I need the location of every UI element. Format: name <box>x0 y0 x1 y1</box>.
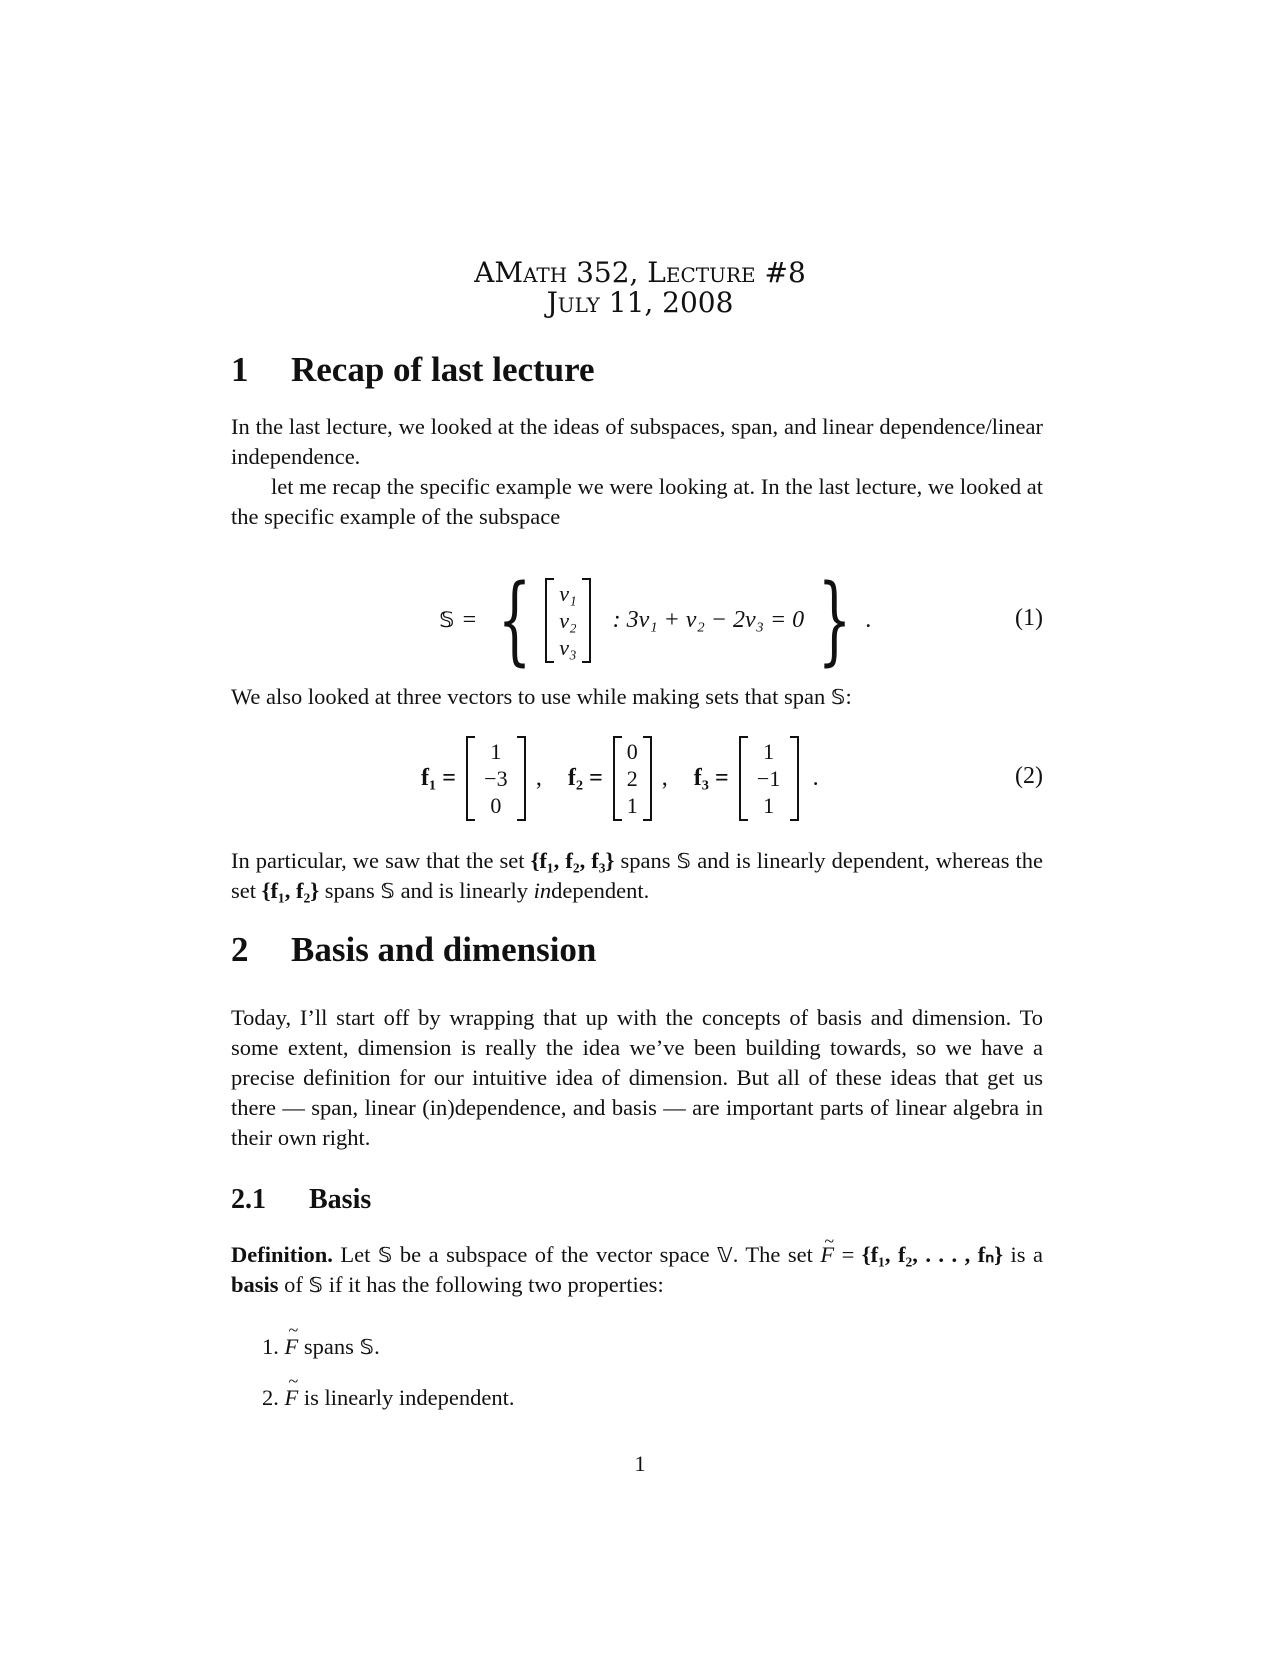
vector-v-entry: v₂ <box>559 607 577 633</box>
paragraph-particular <box>231 846 1043 906</box>
section-number: 1 <box>231 350 249 389</box>
eq1-period: . <box>865 606 872 633</box>
eq1-equals: = <box>462 606 477 633</box>
symbol-V: 𝕍 <box>717 1243 733 1267</box>
eq1-right-brace: } <box>817 564 852 676</box>
subsection-title: Basis <box>309 1184 372 1215</box>
particular-text: spans <box>614 848 677 873</box>
section-2-heading <box>231 930 596 970</box>
definition-text: Let <box>332 1242 378 1267</box>
definition-label: Definition. <box>231 1242 333 1267</box>
vector-f1-entry: 1 <box>490 738 502 764</box>
vector-f3-entry: −1 <box>756 765 781 791</box>
particular-text: and is linearly dependent, whereas the set <box>231 848 1043 903</box>
term-basis: basis <box>231 1272 279 1297</box>
subsection-number: 2.1 <box>231 1184 266 1215</box>
bracket-left <box>466 736 475 821</box>
paragraph-recap-1: In the last lecture, we looked at the ideas of subspaces, span, and linear dependence/linear independence. <box>231 414 1043 469</box>
list-item <box>262 1385 514 1411</box>
symbol-F-tilde: ~ F <box>820 1240 834 1270</box>
eq1-set-S: 𝕊 <box>439 607 455 633</box>
paragraph-basis-dimension: Today, I’ll start off by wrapping that up with the concepts of basis and dimension. To some extent, dimension is really the idea we’ve been building towards, so we have a precise definition for our intuitive idea of dimension. But all of these ideas that get us there — span, linear (in)dependence, and basis — are important parts of linear algebra in their own right. <box>231 1005 1043 1150</box>
page-number: 1 <box>634 1451 646 1476</box>
subsection-2-1-heading <box>231 1184 371 1216</box>
list-item: 1. ~ F spans 𝕊. <box>262 1334 380 1360</box>
vector-f1-entry: 0 <box>490 792 502 818</box>
definition-text: is a <box>1003 1242 1044 1267</box>
vector-f2-entry: 2 <box>626 765 638 791</box>
vector-f1-entry: −3 <box>484 765 508 791</box>
bracket-right <box>790 736 799 821</box>
particular-text: spans <box>319 878 381 903</box>
eq1-left-brace: { <box>497 564 532 676</box>
paragraph-three-vectors-text: We also looked at three vectors to use while making sets that span <box>231 684 831 709</box>
title-date: July 11, 2008 <box>546 286 734 319</box>
particular-text: dependent. <box>551 878 650 903</box>
symbol-S: 𝕊 <box>380 879 395 903</box>
equation-number-2: (2) <box>1015 763 1043 789</box>
bracket-left <box>545 578 554 663</box>
definition-text: if it has the following two properties: <box>323 1272 664 1297</box>
eq1-condition: : 3v₁ + v₂ − 2v₃ = 0 <box>612 606 805 633</box>
symbol-S: 𝕊 <box>830 685 846 709</box>
particular-text: and is linearly <box>394 878 534 903</box>
f2-label: f₂ = <box>567 764 603 791</box>
bracket-right <box>517 736 526 821</box>
definition-text: be a subspace of the vector space <box>392 1242 718 1267</box>
paragraph-recap-2: let me recap the specific example we were looking at. In the last lecture, we looked at the specific example of the subspace <box>231 474 1043 529</box>
bracket-right <box>582 578 591 663</box>
section-title: Recap of last lecture <box>291 350 595 389</box>
section-title: Basis and dimension <box>291 930 597 969</box>
symbol-S: 𝕊 <box>377 1243 393 1267</box>
vector-f2-entry: 1 <box>626 792 638 818</box>
particular-text: In particular, we saw that the set <box>231 848 531 873</box>
vector-v <box>545 578 590 663</box>
symbol-S: 𝕊 <box>308 1273 324 1297</box>
emphasis-in: in <box>533 878 552 903</box>
definition-basis: Definition. Let 𝕊 be a subspace of the vector space 𝕍. The set ~ F = {f₁, f₂, . . . , fₙ} is a basis of 𝕊 if it has the following two properties: <box>231 1240 1043 1300</box>
vector-v-entry: v₃ <box>559 634 577 660</box>
vector-v-entry: v₁ <box>559 580 577 606</box>
lecture-title <box>0 258 1280 318</box>
definition-text: of <box>278 1272 309 1297</box>
title-course: AMath 352, Lecture #8 <box>474 256 806 289</box>
bracket-right <box>643 736 652 821</box>
symbol-F-tilde: ~ F <box>285 1385 299 1411</box>
section-number: 2 <box>231 930 249 969</box>
vector-f1 <box>466 736 526 821</box>
equation-2: f₁ = 1 −3 0 , f₂ = 0 2 1 , f₃ = 1 −1 1 . (2) <box>231 730 1043 826</box>
vector-f3-entry: 1 <box>763 738 775 764</box>
definition-text: . The set <box>732 1242 821 1267</box>
list-marker: 1. <box>262 1334 279 1359</box>
f3-label: f₃ = <box>693 764 729 791</box>
list-item-text: spans <box>298 1334 360 1359</box>
section-1-heading <box>231 350 595 390</box>
vector-f3-entry: 1 <box>763 792 775 818</box>
equation-1 <box>231 564 1043 676</box>
paragraph-three-vectors: We also looked at three vectors to use while making sets that span 𝕊: <box>231 684 852 709</box>
set-f12: {f₁, f₂} <box>261 878 320 903</box>
list-marker: 2. <box>262 1385 279 1410</box>
symbol-S: 𝕊 <box>676 849 692 873</box>
list-item-text: is linearly independent. <box>298 1385 515 1410</box>
set-f123: {f₁, f₂, f₃} <box>530 848 615 873</box>
equation-number-1: (1) <box>1015 605 1043 631</box>
vector-f3 <box>739 736 799 821</box>
symbol-F-tilde: ~ F <box>285 1334 299 1360</box>
set-f1n: {f₁, f₂, . . . , fₙ} <box>861 1242 1004 1267</box>
vector-f2-entry: 0 <box>626 738 638 764</box>
bracket-left <box>613 736 622 821</box>
symbol-S: 𝕊 <box>359 1335 375 1359</box>
f1-label: f₁ = <box>421 764 456 791</box>
bracket-left <box>739 736 748 821</box>
vector-f2 <box>613 736 652 821</box>
